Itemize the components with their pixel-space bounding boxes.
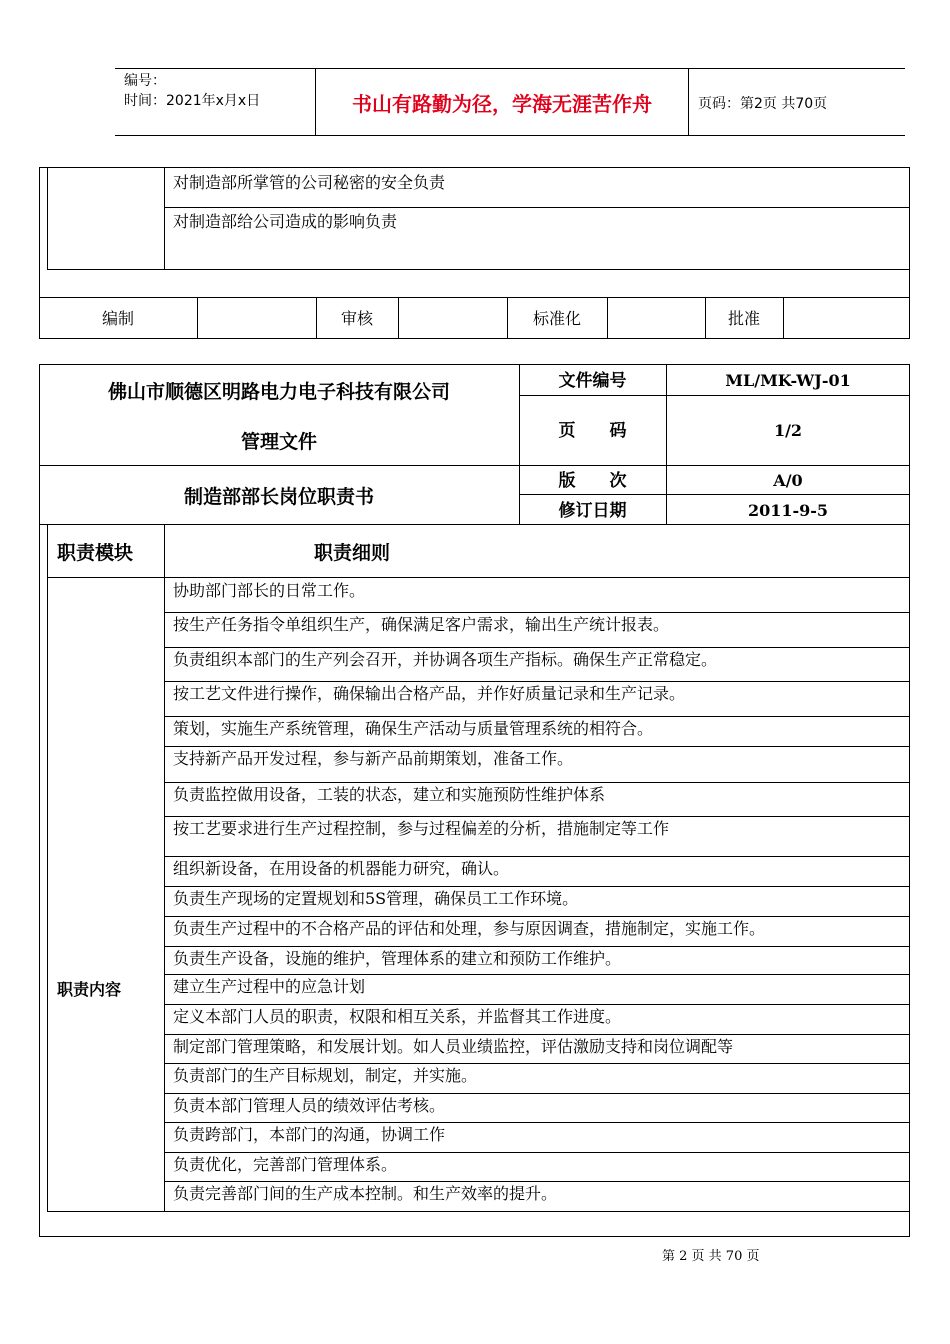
revise-date-value: 2011-9-5 bbox=[747, 501, 829, 520]
footer-page-number: 第 2 页 共 70 页 bbox=[662, 1249, 760, 1264]
duty-item: 负责部门的生产目标规划，制定，并实施。 bbox=[173, 1066, 478, 1085]
duty-item: 负责生产现场的定置规划和5S管理，确保员工工作环境。 bbox=[173, 889, 579, 908]
duty-item: 负责生产过程中的不合格产品的评估和处理，参与原因调查，措施制定，实施工作。 bbox=[173, 919, 766, 938]
duty-item: 负责跨部门，本部门的沟通，协调工作 bbox=[173, 1125, 446, 1144]
duty-item: 建立生产过程中的应急计划 bbox=[173, 977, 366, 996]
sign-approve-label: 批准 bbox=[727, 309, 760, 328]
duty-row-divider bbox=[164, 816, 910, 817]
duty-row-divider bbox=[164, 1063, 910, 1064]
duty-item: 策划，实施生产系统管理，确保生产活动与质量管理系统的相符合。 bbox=[173, 719, 654, 738]
page-label: 页 码 bbox=[558, 421, 627, 441]
duty-item: 协助部门部长的日常工作。 bbox=[173, 581, 366, 600]
top-row-1: 对制造部所掌管的公司秘密的安全负责 bbox=[173, 173, 446, 192]
page-value: 1/2 bbox=[773, 421, 803, 440]
duty-row-divider bbox=[164, 886, 910, 887]
duty-item: 负责生产设备，设施的维护，管理体系的建立和预防工作维护。 bbox=[173, 949, 622, 968]
duty-item: 负责本部门管理人员的绩效评估考核。 bbox=[173, 1096, 446, 1115]
sign-compile-label: 编制 bbox=[101, 309, 134, 328]
sign-review-label: 审核 bbox=[340, 309, 373, 328]
header-number-label: 编号： bbox=[124, 73, 166, 89]
duty-row-divider bbox=[164, 1181, 910, 1182]
document-title: 制造部部长岗位职责书 bbox=[183, 486, 374, 508]
duty-row-divider bbox=[164, 612, 910, 613]
duty-content-label: 职责内容 bbox=[57, 980, 122, 999]
version-value: A/0 bbox=[773, 471, 803, 490]
duty-row-divider bbox=[164, 647, 910, 648]
duty-item: 负责优化，完善部门管理体系。 bbox=[173, 1155, 398, 1174]
duty-row-divider bbox=[164, 974, 910, 975]
top-row-2: 对制造部给公司造成的影响负责 bbox=[173, 212, 398, 231]
company-name: 佛山市顺德区明路电力电子科技有限公司 bbox=[107, 381, 450, 403]
duty-item: 负责监控做用设备，工装的状态，建立和实施预防性维护体系 bbox=[173, 785, 606, 804]
document-type: 管理文件 bbox=[240, 431, 317, 453]
duty-row-divider bbox=[164, 782, 910, 783]
duty-item: 支持新产品开发过程，参与新产品前期策划，准备工作。 bbox=[173, 749, 574, 768]
duty-row-divider bbox=[164, 916, 910, 917]
duty-item: 按工艺文件进行操作，确保输出合格产品，并作好质量记录和生产记录。 bbox=[173, 684, 686, 703]
column-detail-header: 职责细则 bbox=[314, 542, 391, 564]
header-page-label: 页码：第2页 共70页 bbox=[698, 96, 828, 112]
duty-row-divider bbox=[164, 1122, 910, 1123]
file-number-value: ML/MK-WJ-01 bbox=[725, 371, 851, 390]
duty-row-divider bbox=[164, 1004, 910, 1005]
duty-item: 按工艺要求进行生产过程控制，参与过程偏差的分析，措施制定等工作 bbox=[173, 819, 670, 838]
duty-row-divider bbox=[164, 746, 910, 747]
sign-standardize-label: 标准化 bbox=[532, 309, 581, 328]
duty-row-divider bbox=[164, 1152, 910, 1153]
duty-item: 按生产任务指令单组织生产，确保满足客户需求，输出生产统计报表。 bbox=[173, 615, 670, 634]
duty-item: 定义本部门人员的职责，权限和相互关系，并监督其工作进度。 bbox=[173, 1007, 622, 1026]
duty-row-divider bbox=[164, 1034, 910, 1035]
duty-item: 负责组织本部门的生产列会召开，并协调各项生产指标。确保生产正常稳定。 bbox=[173, 650, 718, 669]
version-label: 版 次 bbox=[558, 471, 627, 491]
header-time-label: 时间：2021年x月x日 bbox=[124, 93, 261, 109]
column-module-header: 职责模块 bbox=[57, 542, 134, 564]
duty-item: 制定部门管理策略，和发展计划。如人员业绩监控，评估激励支持和岗位调配等 bbox=[173, 1037, 734, 1056]
file-number-label: 文件编号 bbox=[558, 371, 627, 391]
duty-item: 组织新设备，在用设备的机器能力研究，确认。 bbox=[173, 859, 510, 878]
duty-row-divider bbox=[164, 856, 910, 857]
duty-row-divider bbox=[164, 1093, 910, 1094]
duty-row-divider bbox=[164, 946, 910, 947]
duty-item: 负责完善部门间的生产成本控制。和生产效率的提升。 bbox=[173, 1184, 558, 1203]
duty-row-divider bbox=[164, 716, 910, 717]
header-motto: 书山有路勤为径，学海无涯苦作舟 bbox=[352, 92, 652, 116]
duty-row-divider bbox=[164, 681, 910, 682]
revise-date-label: 修订日期 bbox=[558, 501, 627, 521]
